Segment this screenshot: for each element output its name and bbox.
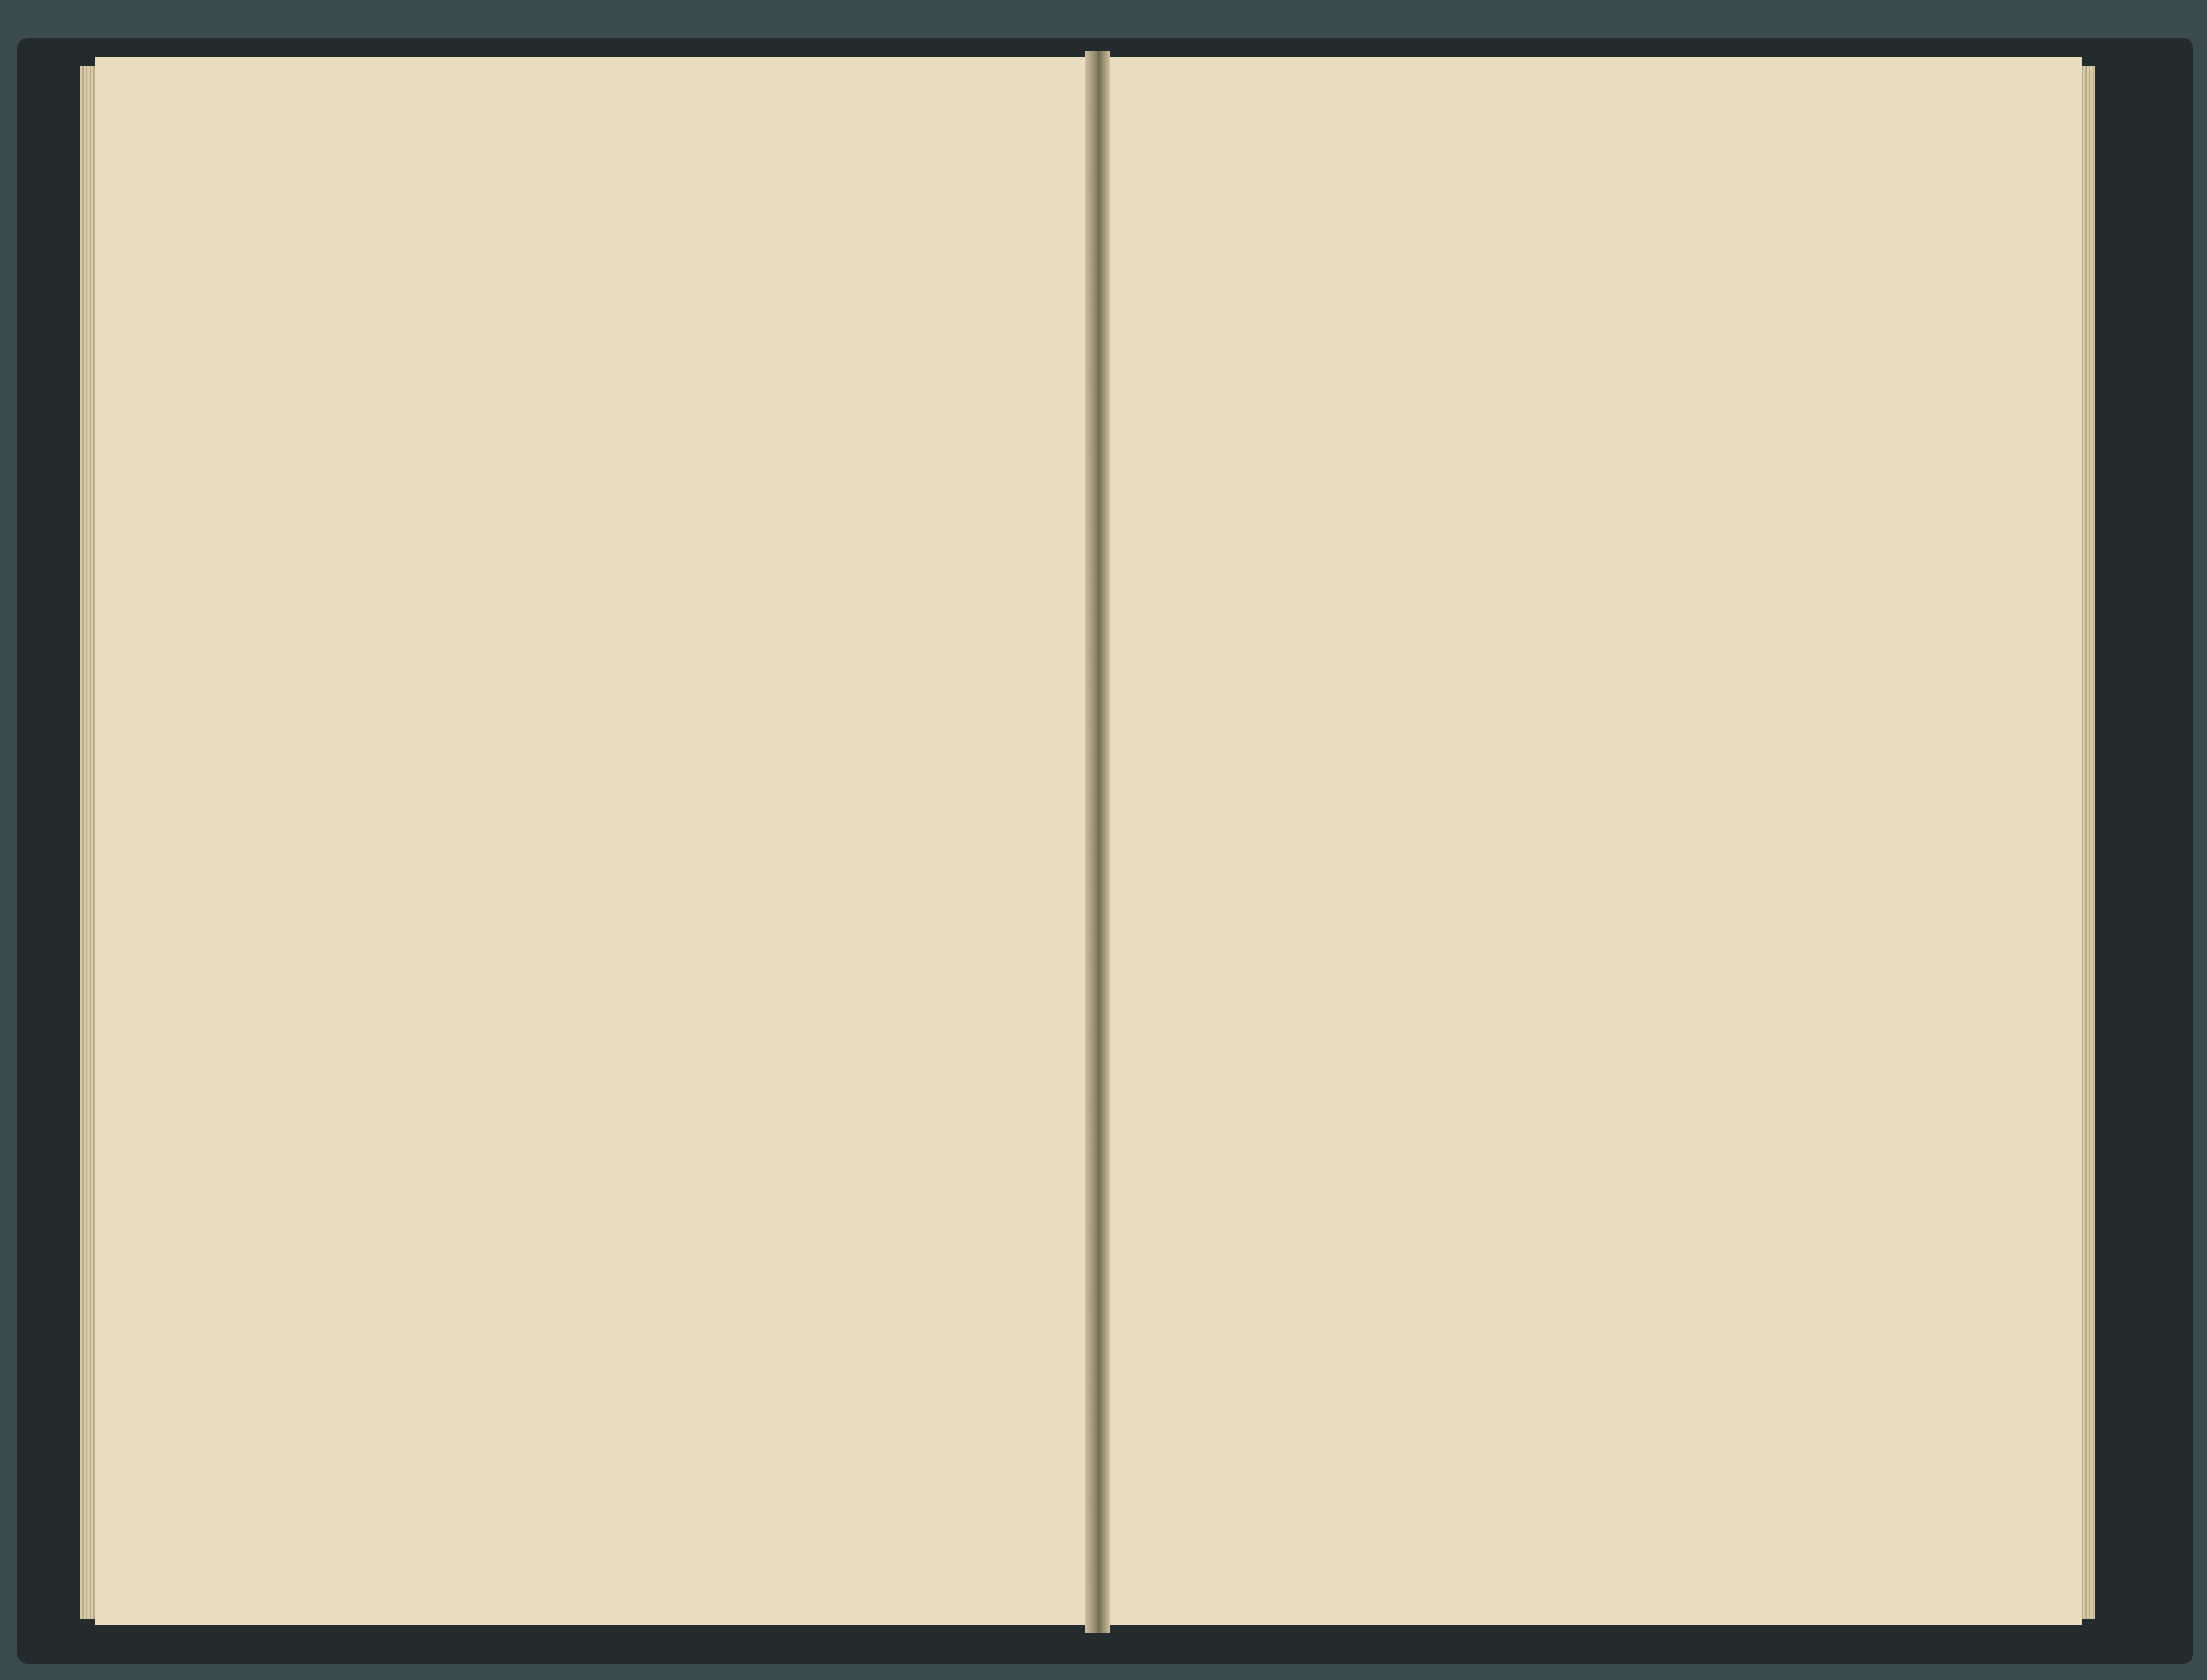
page-edges-left (80, 66, 96, 1619)
right-page (1097, 57, 2082, 1625)
left-page (95, 57, 1094, 1625)
book-gutter (1085, 51, 1110, 1633)
page-edges-right (2079, 66, 2095, 1619)
